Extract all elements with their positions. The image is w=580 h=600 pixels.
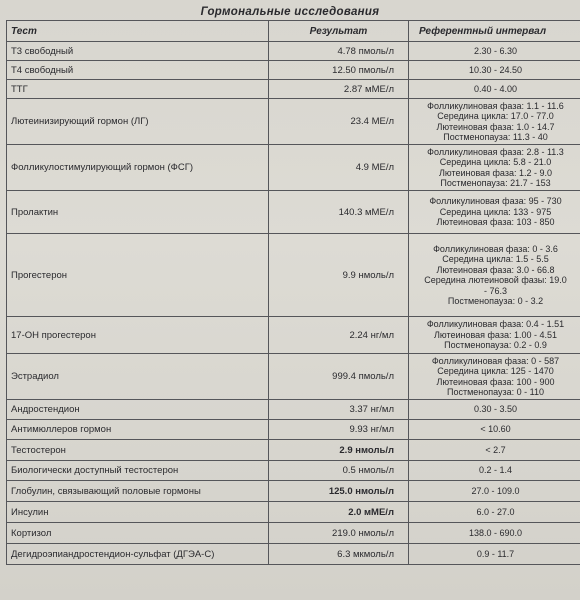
result-cell: 219.0 нмоль/л bbox=[269, 523, 409, 544]
test-name-cell: Фолликулостимулирующий гормон (ФСГ) bbox=[7, 145, 269, 191]
reference-cell bbox=[409, 99, 580, 145]
test-name-cell: ТТГ bbox=[7, 80, 269, 99]
reference-line: Середина цикла: 125 - 1470 bbox=[437, 366, 554, 376]
reference-line: Постменопауза: 0 - 110 bbox=[446, 387, 545, 397]
reference-line: Фолликулиновая фаза: 2.8 - 11.3 bbox=[427, 146, 564, 157]
reference-line: Лютеиновая фаза: 1.00 - 4.51 bbox=[433, 329, 558, 340]
table-row bbox=[7, 145, 580, 191]
result-cell: 2.9 нмоль/л bbox=[269, 440, 409, 461]
result-cell: 140.3 мМЕ/л bbox=[269, 191, 409, 234]
reference-line: < 2.7 bbox=[485, 444, 506, 455]
result-cell: 3.37 нг/мл bbox=[269, 400, 409, 420]
table-row bbox=[7, 461, 580, 481]
reference-cell bbox=[409, 42, 580, 61]
reference-cell bbox=[409, 61, 580, 80]
reference-cell bbox=[409, 234, 580, 317]
reference-line: Постменопауза: 21.7 - 153 bbox=[440, 178, 551, 188]
reference-line: Фолликулиновая фаза: 0 - 587 bbox=[431, 355, 560, 366]
reference-cell bbox=[409, 145, 580, 191]
reference-cell bbox=[409, 461, 580, 481]
test-name-cell: Дегидроэпиандростендион-сульфат (ДГЭА-С) bbox=[7, 544, 269, 565]
reference-line: Лютеиновая фаза: 1.0 - 14.7 bbox=[436, 121, 555, 132]
table-row bbox=[7, 42, 580, 61]
reference-cell bbox=[409, 191, 580, 234]
reference-line: 2.30 - 6.30 bbox=[473, 45, 518, 56]
test-name-cell: Глобулин, связывающий половые гормоны bbox=[7, 481, 269, 502]
result-cell: 6.3 мкмоль/л bbox=[269, 544, 409, 565]
table-row bbox=[7, 420, 580, 440]
result-cell: 4.78 пмоль/л bbox=[269, 42, 409, 61]
reference-line: 0.2 - 1.4 bbox=[478, 465, 513, 476]
reference-cell bbox=[409, 317, 580, 354]
reference-line: 10.30 - 24.50 bbox=[468, 64, 523, 75]
test-name-cell: Т3 свободный bbox=[7, 42, 269, 61]
table-row bbox=[7, 317, 580, 354]
reference-line: Середина цикла: 133 - 975 bbox=[439, 206, 552, 217]
test-name-cell: Биологически доступный тестостерон bbox=[7, 461, 269, 481]
test-name-cell: Эстрадиол bbox=[7, 354, 269, 400]
table-row bbox=[7, 191, 580, 234]
reference-line: Фолликулиновая фаза: 0 - 3.6 bbox=[433, 243, 558, 254]
reference-line: 6.0 - 27.0 bbox=[476, 506, 515, 517]
header-reference: Референтный интервал bbox=[409, 21, 580, 42]
table-row bbox=[7, 523, 580, 544]
test-name-cell: 17-ОН прогестерон bbox=[7, 317, 269, 354]
header-result: Результат bbox=[269, 21, 409, 42]
reference-line: < 10.60 bbox=[480, 424, 511, 435]
reference-line: Лютеиновая фаза: 3.0 - 66.8 bbox=[436, 264, 555, 275]
test-name-cell: Прогестерон bbox=[7, 234, 269, 317]
reference-line: Лютеиновая фаза: 1.2 - 9.0 bbox=[438, 167, 552, 178]
reference-line: Середина лютеиновой фазы: 19.0 bbox=[424, 275, 567, 285]
reference-line: Середина цикла: 17.0 - 77.0 bbox=[437, 111, 554, 121]
reference-cell bbox=[409, 523, 580, 544]
reference-line: 138.0 - 690.0 bbox=[468, 527, 523, 538]
reference-line: Лютеиновая фаза: 103 - 850 bbox=[436, 217, 555, 228]
reference-cell bbox=[409, 502, 580, 523]
result-cell: 2.24 нг/мл bbox=[269, 317, 409, 354]
result-cell: 125.0 нмоль/л bbox=[269, 481, 409, 502]
table-row bbox=[7, 544, 580, 565]
reference-line: Фолликулиновая фаза: 1.1 - 11.6 bbox=[427, 100, 564, 111]
reference-cell bbox=[409, 420, 580, 440]
table-row bbox=[7, 440, 580, 461]
reference-cell bbox=[409, 400, 580, 420]
hormone-results-table bbox=[6, 20, 580, 565]
reference-cell bbox=[409, 544, 580, 565]
test-name-cell: Т4 свободный bbox=[7, 61, 269, 80]
result-cell: 12.50 пмоль/л bbox=[269, 61, 409, 80]
reference-line: 27.0 - 109.0 bbox=[471, 485, 520, 496]
table-header-row bbox=[7, 21, 580, 42]
reference-line: Лютеиновая фаза: 100 - 900 bbox=[436, 376, 555, 387]
reference-line: Постменопауза: 0 - 3.2 bbox=[447, 296, 544, 306]
table-row bbox=[7, 502, 580, 523]
result-cell: 0.5 нмоль/л bbox=[269, 461, 409, 481]
reference-line: 0.30 - 3.50 bbox=[473, 404, 518, 415]
table-row bbox=[7, 400, 580, 420]
reference-line: 0.9 - 11.7 bbox=[476, 548, 515, 559]
reference-cell bbox=[409, 354, 580, 400]
test-name-cell: Кортизол bbox=[7, 523, 269, 544]
table-row bbox=[7, 481, 580, 502]
reference-line: - 76.3 bbox=[483, 285, 507, 296]
result-cell: 9.9 нмоль/л bbox=[269, 234, 409, 317]
result-cell: 2.87 мМЕ/л bbox=[269, 80, 409, 99]
header-test: Тест bbox=[7, 21, 269, 42]
result-cell: 9.93 нг/мл bbox=[269, 420, 409, 440]
test-name-cell: Лютеинизирующий гормон (ЛГ) bbox=[7, 99, 269, 145]
reference-cell bbox=[409, 440, 580, 461]
table-row bbox=[7, 80, 580, 99]
reference-line: Середина цикла: 5.8 - 21.0 bbox=[439, 157, 552, 167]
reference-cell bbox=[409, 80, 580, 99]
table-row bbox=[7, 234, 580, 317]
table-row bbox=[7, 99, 580, 145]
report-title: Гормональные исследования bbox=[200, 6, 380, 18]
reference-line: Постменопауза: 0.2 - 0.9 bbox=[444, 340, 547, 351]
result-cell: 23.4 МЕ/л bbox=[269, 99, 409, 145]
test-name-cell: Антимюллеров гормон bbox=[7, 420, 269, 440]
reference-line: Фолликулиновая фаза: 95 - 730 bbox=[429, 196, 562, 207]
reference-line: Постменопауза: 11.3 - 40 bbox=[443, 132, 548, 142]
reference-line: Фолликулиновая фаза: 0.4 - 1.51 bbox=[426, 319, 565, 330]
result-cell: 2.0 мМЕ/л bbox=[269, 502, 409, 523]
result-cell: 4.9 МЕ/л bbox=[269, 145, 409, 191]
test-name-cell: Пролактин bbox=[7, 191, 269, 234]
table-row bbox=[7, 61, 580, 80]
result-cell: 999.4 пмоль/л bbox=[269, 354, 409, 400]
test-name-cell: Инсулин bbox=[7, 502, 269, 523]
reference-cell bbox=[409, 481, 580, 502]
test-name-cell: Тестостерон bbox=[7, 440, 269, 461]
reference-line: Середина цикла: 1.5 - 5.5 bbox=[442, 254, 549, 264]
table-row bbox=[7, 354, 580, 400]
test-name-cell: Андростендион bbox=[7, 400, 269, 420]
reference-line: 0.40 - 4.00 bbox=[473, 83, 518, 94]
